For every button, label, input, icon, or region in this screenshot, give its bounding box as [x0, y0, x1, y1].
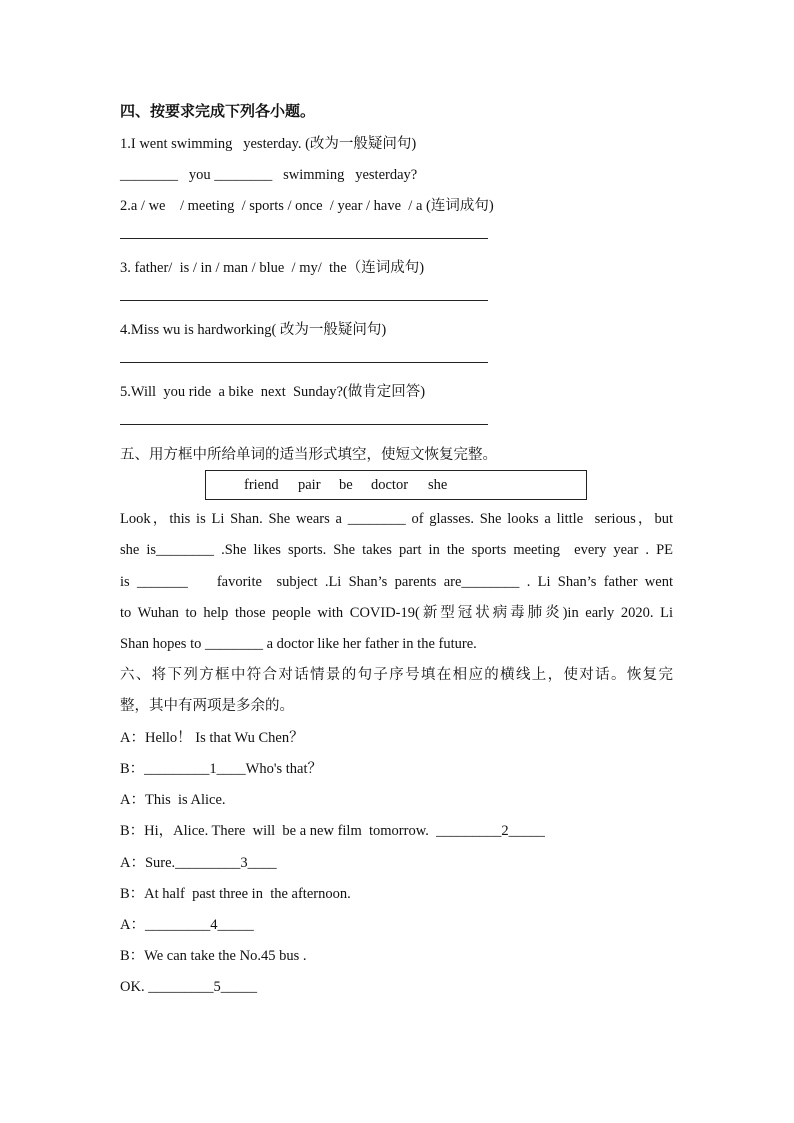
word-box-item: doctor: [371, 477, 409, 493]
dialog-line: B：Hi，Alice. There will be a new film tomorrow. _________2_____: [120, 823, 545, 839]
q2-answer-line[interactable]: [120, 238, 488, 239]
word-box-item: be: [339, 477, 353, 493]
dialog-line: A：Hello！ Is that Wu Chen？: [120, 730, 304, 746]
q5-prompt: 5.Will you ride a bike next Sunday?(做肯定回答): [120, 384, 426, 400]
q1-answer-template: ________ you ________ swimming yesterday?: [120, 167, 418, 183]
passage-line: to Wuhan to help those people with COVID-19(新型冠状病毒肺炎)in early 2020. Li: [120, 605, 673, 621]
word-box-item: friend: [244, 477, 279, 493]
dialog-line: A：This is Alice.: [120, 792, 226, 808]
word-box: [205, 470, 587, 500]
q5-answer-line[interactable]: [120, 424, 488, 425]
dialog-line: A：_________4_____: [120, 917, 254, 933]
word-box-item: pair: [298, 477, 321, 493]
dialog-line: A：Sure._________3____: [120, 855, 277, 871]
q2-prompt: 2.a / we / meeting / sports / once / year / have / a (连词成句): [120, 198, 494, 214]
passage-line: Look，this is Li Shan. She wears a ________ of glasses. She looks a little serious，but: [120, 511, 673, 527]
section6-heading-line2: 整，其中有两项是多余的。: [120, 698, 294, 714]
passage-line: is _______ favorite subject .Li Shan’s parents are________ . Li Shan’s father went: [120, 574, 673, 590]
q4-answer-line[interactable]: [120, 362, 488, 363]
dialog-line: B：We can take the No.45 bus .: [120, 948, 307, 964]
section6-heading-line1: 六、将下列方框中符合对话情景的句子序号填在相应的横线上，使对话。恢复完: [120, 667, 673, 683]
dialog-line: OK. _________5_____: [120, 979, 257, 995]
passage-line: she is________ .She likes sports. She takes part in the sports meeting every year . PE: [120, 542, 673, 558]
passage-line: Shan hopes to ________ a doctor like her father in the future.: [120, 636, 477, 652]
section5-heading: 五、用方框中所给单词的适当形式填空，使短文恢复完整。: [120, 447, 497, 463]
q3-prompt: 3. father/ is / in / man / blue / my/ the（连词成句): [120, 260, 425, 276]
dialog-line: B：_________1____Who's that？: [120, 761, 322, 777]
q1-prompt: 1.I went swimming yesterday. (改为一般疑问句): [120, 136, 417, 152]
dialog-line: B：At half past three in the afternoon.: [120, 886, 351, 902]
section4-heading: 四、按要求完成下列各小题。: [120, 102, 316, 120]
word-box-item: she: [428, 477, 448, 493]
q3-answer-line[interactable]: [120, 300, 488, 301]
q4-prompt: 4.Miss wu is hardworking( 改为一般疑问句): [120, 322, 387, 338]
